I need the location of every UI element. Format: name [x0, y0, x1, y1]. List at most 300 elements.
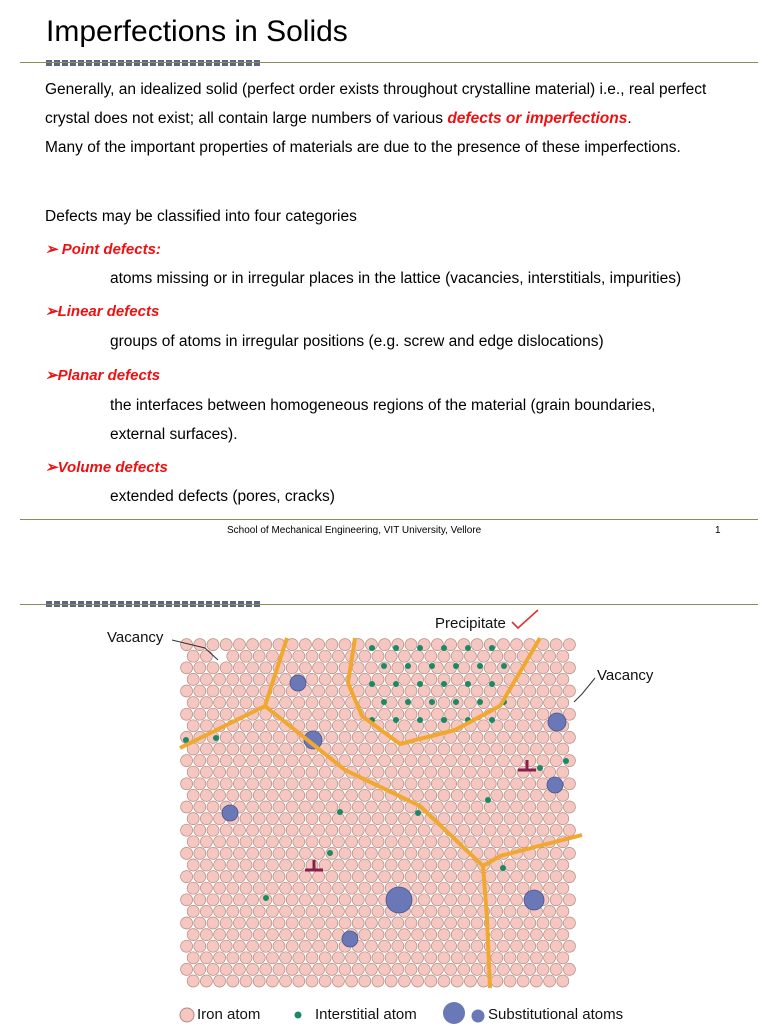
iron-atom: [194, 708, 206, 720]
iron-atom: [299, 940, 311, 952]
iron-atom: [445, 940, 457, 952]
iron-atom: [306, 836, 318, 848]
iron-atom: [504, 720, 516, 732]
iron-atom: [207, 778, 219, 790]
iron-atom: [260, 801, 272, 813]
iron-atom: [438, 836, 450, 848]
interstitial-atom: [417, 645, 423, 651]
iron-atom: [517, 743, 529, 755]
iron-atom: [537, 685, 549, 697]
iron-atom: [319, 952, 331, 964]
intro-paragraph: [45, 75, 735, 162]
classify-line: Defects may be classified into four categories: [45, 208, 357, 225]
iron-atom: [504, 929, 516, 941]
iron-atom: [332, 743, 344, 755]
iron-atom: [346, 975, 358, 987]
iron-atom: [194, 685, 206, 697]
iron-atom: [207, 917, 219, 929]
iron-atom: [458, 801, 470, 813]
iron-atom: [339, 871, 351, 883]
iron-atom: [359, 859, 371, 871]
iron-atom: [326, 871, 338, 883]
iron-atom: [484, 801, 496, 813]
iron-atom: [365, 755, 377, 767]
iron-atom: [550, 871, 562, 883]
iron-atom: [187, 905, 199, 917]
iron-atom: [537, 847, 549, 859]
interstitial-atom: [393, 681, 399, 687]
iron-atom: [352, 871, 364, 883]
iron-atom: [511, 871, 523, 883]
iron-atom: [313, 824, 325, 836]
iron-atom: [451, 813, 463, 825]
iron-atom: [504, 766, 516, 778]
iron-atom: [227, 836, 239, 848]
iron-atom: [299, 801, 311, 813]
iron-atom: [233, 894, 245, 906]
iron-atom: [511, 940, 523, 952]
iron-atom: [445, 917, 457, 929]
iron-atom: [517, 836, 529, 848]
iron-atom: [247, 755, 259, 767]
iron-atom: [405, 917, 417, 929]
iron-atom: [339, 894, 351, 906]
iron-atom: [194, 801, 206, 813]
iron-atom: [504, 952, 516, 964]
iron-atom: [207, 963, 219, 975]
iron-atom: [517, 929, 529, 941]
iron-atom: [405, 847, 417, 859]
iron-atom: [563, 662, 575, 674]
iron-atom: [299, 917, 311, 929]
category-name: Linear defects: [57, 303, 160, 320]
iron-atom: [253, 882, 265, 894]
iron-atom: [200, 929, 212, 941]
iron-atom: [412, 743, 424, 755]
iron-atom: [530, 697, 542, 709]
iron-atom: [379, 708, 391, 720]
iron-atom: [313, 662, 325, 674]
iron-atom: [359, 836, 371, 848]
iron-atom: [524, 778, 536, 790]
iron-atom: [365, 963, 377, 975]
iron-atom: [431, 685, 443, 697]
iron-atom: [365, 731, 377, 743]
iron-atom: [299, 824, 311, 836]
iron-atom: [207, 639, 219, 651]
iron-atom: [392, 662, 404, 674]
iron-atom: [405, 824, 417, 836]
iron-atom: [445, 801, 457, 813]
iron-atom: [240, 650, 252, 662]
iron-atom: [280, 859, 292, 871]
iron-atom: [200, 882, 212, 894]
interstitial-atom: [393, 717, 399, 723]
iron-atom: [253, 743, 265, 755]
iron-atom: [544, 673, 556, 685]
iron-atom: [385, 952, 397, 964]
iron-atom: [332, 789, 344, 801]
iron-atom: [412, 836, 424, 848]
iron-atom: [563, 847, 575, 859]
iron-atom: [227, 859, 239, 871]
iron-atom: [346, 952, 358, 964]
slide2-rule: [20, 604, 758, 605]
iron-atom: [214, 859, 226, 871]
iron-atom: [557, 697, 569, 709]
iron-atom: [405, 685, 417, 697]
iron-atom: [365, 871, 377, 883]
iron-atom: [332, 859, 344, 871]
iron-atom: [445, 685, 457, 697]
interstitial-atom: [465, 645, 471, 651]
iron-atom: [181, 871, 193, 883]
iron-atom: [266, 882, 278, 894]
iron-atom: [240, 952, 252, 964]
interstitial-atom: [429, 663, 435, 669]
interstitial-atom: [213, 735, 219, 741]
iron-atom: [181, 917, 193, 929]
iron-atom: [497, 871, 509, 883]
iron-atom: [418, 871, 430, 883]
iron-atom: [359, 882, 371, 894]
iron-atom: [359, 813, 371, 825]
iron-atom: [471, 894, 483, 906]
iron-atom: [299, 894, 311, 906]
iron-atom: [306, 766, 318, 778]
iron-atom: [372, 905, 384, 917]
iron-atom: [478, 743, 490, 755]
iron-atom: [319, 975, 331, 987]
iron-atom: [326, 639, 338, 651]
iron-atom: [247, 894, 259, 906]
iron-atom: [352, 731, 364, 743]
iron-atom: [260, 940, 272, 952]
iron-atom: [471, 731, 483, 743]
iron-atom: [253, 673, 265, 685]
iron-atom: [530, 743, 542, 755]
iron-atom: [194, 917, 206, 929]
iron-atom: [471, 639, 483, 651]
iron-atom: [266, 905, 278, 917]
iron-atom: [511, 731, 523, 743]
iron-atom: [293, 789, 305, 801]
interstitial-atom: [489, 717, 495, 723]
substitutional-atom: [548, 713, 566, 731]
iron-atom: [313, 963, 325, 975]
iron-atom: [451, 673, 463, 685]
iron-atom: [451, 882, 463, 894]
interstitial-atom: [537, 765, 543, 771]
iron-atom: [491, 882, 503, 894]
iron-atom: [214, 789, 226, 801]
iron-atom: [418, 662, 430, 674]
iron-atom: [346, 743, 358, 755]
iron-atom: [286, 708, 298, 720]
iron-atom: [392, 940, 404, 952]
iron-atom: [550, 801, 562, 813]
iron-atom: [563, 917, 575, 929]
interstitial-atom: [477, 699, 483, 705]
iron-atom: [405, 940, 417, 952]
iron-atom: [537, 801, 549, 813]
iron-atom: [530, 720, 542, 732]
iron-atom: [537, 731, 549, 743]
iron-atom: [517, 720, 529, 732]
iron-atom: [187, 697, 199, 709]
iron-atom: [352, 801, 364, 813]
iron-atom: [247, 662, 259, 674]
iron-atom: [214, 673, 226, 685]
iron-atom: [273, 894, 285, 906]
iron-atom: [379, 917, 391, 929]
iron-atom: [451, 859, 463, 871]
iron-atom: [379, 963, 391, 975]
iron-atom: [398, 836, 410, 848]
iron-atom: [504, 836, 516, 848]
iron-atom: [293, 836, 305, 848]
iron-atom: [392, 801, 404, 813]
iron-atom: [332, 720, 344, 732]
iron-atom: [299, 963, 311, 975]
iron-atom: [359, 789, 371, 801]
iron-atom: [385, 650, 397, 662]
interstitial-atom: [563, 758, 569, 764]
iron-atom: [214, 697, 226, 709]
interstitial-atom: [453, 699, 459, 705]
iron-atom: [313, 940, 325, 952]
iron-atom: [306, 720, 318, 732]
iron-atom: [405, 871, 417, 883]
iron-atom: [187, 766, 199, 778]
iron-atom: [220, 847, 232, 859]
iron-atom: [497, 708, 509, 720]
iron-atom: [372, 789, 384, 801]
interstitial-atom: [441, 681, 447, 687]
iron-atom: [359, 743, 371, 755]
iron-atom: [280, 952, 292, 964]
iron-atom: [418, 894, 430, 906]
iron-atom: [194, 894, 206, 906]
iron-atom: [524, 940, 536, 952]
iron-atom: [266, 929, 278, 941]
iron-atom: [412, 975, 424, 987]
iron-atom: [458, 824, 470, 836]
iron-atom: [326, 731, 338, 743]
iron-atom: [544, 813, 556, 825]
iron-atom: [497, 940, 509, 952]
iron-atom: [537, 824, 549, 836]
iron-atom: [326, 801, 338, 813]
iron-atom: [365, 894, 377, 906]
iron-atom: [464, 859, 476, 871]
category-description: groups of atoms in irregular positions (e.g. screw and edge dislocations): [110, 333, 604, 350]
iron-atom: [438, 766, 450, 778]
iron-atom: [458, 894, 470, 906]
iron-atom: [550, 662, 562, 674]
iron-atom: [431, 917, 443, 929]
iron-atom: [504, 813, 516, 825]
iron-atom: [273, 963, 285, 975]
vacancy-label-left: Vacancy: [107, 629, 164, 646]
iron-atom: [392, 871, 404, 883]
iron-atom: [412, 650, 424, 662]
iron-atom: [187, 813, 199, 825]
iron-atom: [511, 824, 523, 836]
iron-atom: [286, 894, 298, 906]
iron-atom: [200, 650, 212, 662]
iron-atom: [379, 940, 391, 952]
iron-atom: [214, 766, 226, 778]
iron-atom: [247, 847, 259, 859]
vacancy-pointer-right: [574, 678, 595, 702]
iron-atom: [451, 905, 463, 917]
iron-atom: [511, 708, 523, 720]
iron-atom: [346, 905, 358, 917]
iron-atom: [220, 963, 232, 975]
slide-title: Imperfections in Solids: [46, 15, 348, 48]
iron-atom: [445, 778, 457, 790]
iron-atom: [491, 813, 503, 825]
iron-atom: [471, 824, 483, 836]
iron-atom: [425, 743, 437, 755]
iron-atom: [240, 743, 252, 755]
iron-atom: [438, 952, 450, 964]
iron-atom: [497, 801, 509, 813]
iron-atom: [266, 720, 278, 732]
iron-atom: [286, 801, 298, 813]
iron-atom: [332, 882, 344, 894]
iron-atom: [504, 975, 516, 987]
iron-atom: [339, 917, 351, 929]
iron-atom: [247, 731, 259, 743]
iron-atom: [233, 685, 245, 697]
iron-atom: [398, 766, 410, 778]
iron-atom: [200, 975, 212, 987]
iron-atom: [207, 824, 219, 836]
iron-atom: [524, 963, 536, 975]
iron-atom: [563, 685, 575, 697]
title-rule: [20, 62, 758, 63]
iron-atom: [438, 789, 450, 801]
iron-atom: [392, 824, 404, 836]
iron-atom: [187, 859, 199, 871]
iron-atom: [313, 801, 325, 813]
iron-atom: [517, 789, 529, 801]
iron-atom: [458, 778, 470, 790]
iron-atom: [313, 917, 325, 929]
bullet-arrow-icon: ➢: [45, 459, 58, 476]
iron-atom: [240, 836, 252, 848]
iron-atom: [385, 859, 397, 871]
iron-atom: [313, 755, 325, 767]
iron-atom: [418, 755, 430, 767]
iron-atom: [491, 650, 503, 662]
precipitate-label: Precipitate: [435, 615, 506, 632]
iron-atom: [537, 917, 549, 929]
iron-atom: [299, 871, 311, 883]
iron-atom: [550, 824, 562, 836]
iron-atom: [464, 766, 476, 778]
iron-atom: [491, 789, 503, 801]
iron-atom: [227, 882, 239, 894]
iron-atom: [260, 963, 272, 975]
iron-atom: [372, 929, 384, 941]
iron-atom: [260, 778, 272, 790]
iron-atom: [497, 917, 509, 929]
iron-atom: [537, 963, 549, 975]
iron-atom: [332, 673, 344, 685]
iron-atom: [233, 755, 245, 767]
iron-atom: [319, 836, 331, 848]
iron-atom: [319, 905, 331, 917]
iron-atom: [524, 801, 536, 813]
iron-atom: [293, 975, 305, 987]
iron-atom: [253, 836, 265, 848]
category-planar-defects: [45, 366, 160, 386]
iron-atom: [266, 813, 278, 825]
iron-atom: [425, 789, 437, 801]
interstitial-atom: [337, 809, 343, 815]
iron-atom: [372, 766, 384, 778]
iron-atom: [214, 743, 226, 755]
iron-atom: [286, 847, 298, 859]
iron-atom: [544, 952, 556, 964]
iron-atom: [220, 708, 232, 720]
interstitial-atom: [489, 681, 495, 687]
iron-atom: [524, 824, 536, 836]
iron-atom: [524, 731, 536, 743]
iron-atom: [187, 789, 199, 801]
iron-atom: [352, 963, 364, 975]
iron-atom: [286, 963, 298, 975]
iron-atom: [313, 685, 325, 697]
iron-atom: [194, 639, 206, 651]
iron-atom: [253, 952, 265, 964]
iron-atom: [233, 778, 245, 790]
iron-atom: [187, 882, 199, 894]
iron-atom: [227, 975, 239, 987]
iron-atom: [385, 975, 397, 987]
iron-atom: [497, 755, 509, 767]
iron-atom: [299, 847, 311, 859]
iron-atom: [372, 952, 384, 964]
iron-atom: [544, 766, 556, 778]
iron-atom: [293, 813, 305, 825]
iron-atom: [438, 743, 450, 755]
iron-atom: [471, 963, 483, 975]
iron-atom: [458, 755, 470, 767]
iron-atom: [544, 650, 556, 662]
iron-atom: [431, 847, 443, 859]
legend-iron-atom: Iron atom: [197, 1006, 261, 1023]
iron-atom: [379, 755, 391, 767]
iron-atom: [478, 766, 490, 778]
intro-emphasis: defects or imperfections: [447, 110, 628, 127]
iron-atom: [306, 882, 318, 894]
iron-atom: [537, 940, 549, 952]
iron-atom: [319, 929, 331, 941]
iron-atom: [372, 650, 384, 662]
legend-substitutional-swatch-small: [472, 1010, 485, 1023]
interstitial-atom: [263, 895, 269, 901]
iron-atom: [181, 662, 193, 674]
iron-atom: [240, 673, 252, 685]
iron-atom: [313, 894, 325, 906]
iron-atom: [398, 952, 410, 964]
iron-atom: [517, 697, 529, 709]
iron-atom: [478, 650, 490, 662]
